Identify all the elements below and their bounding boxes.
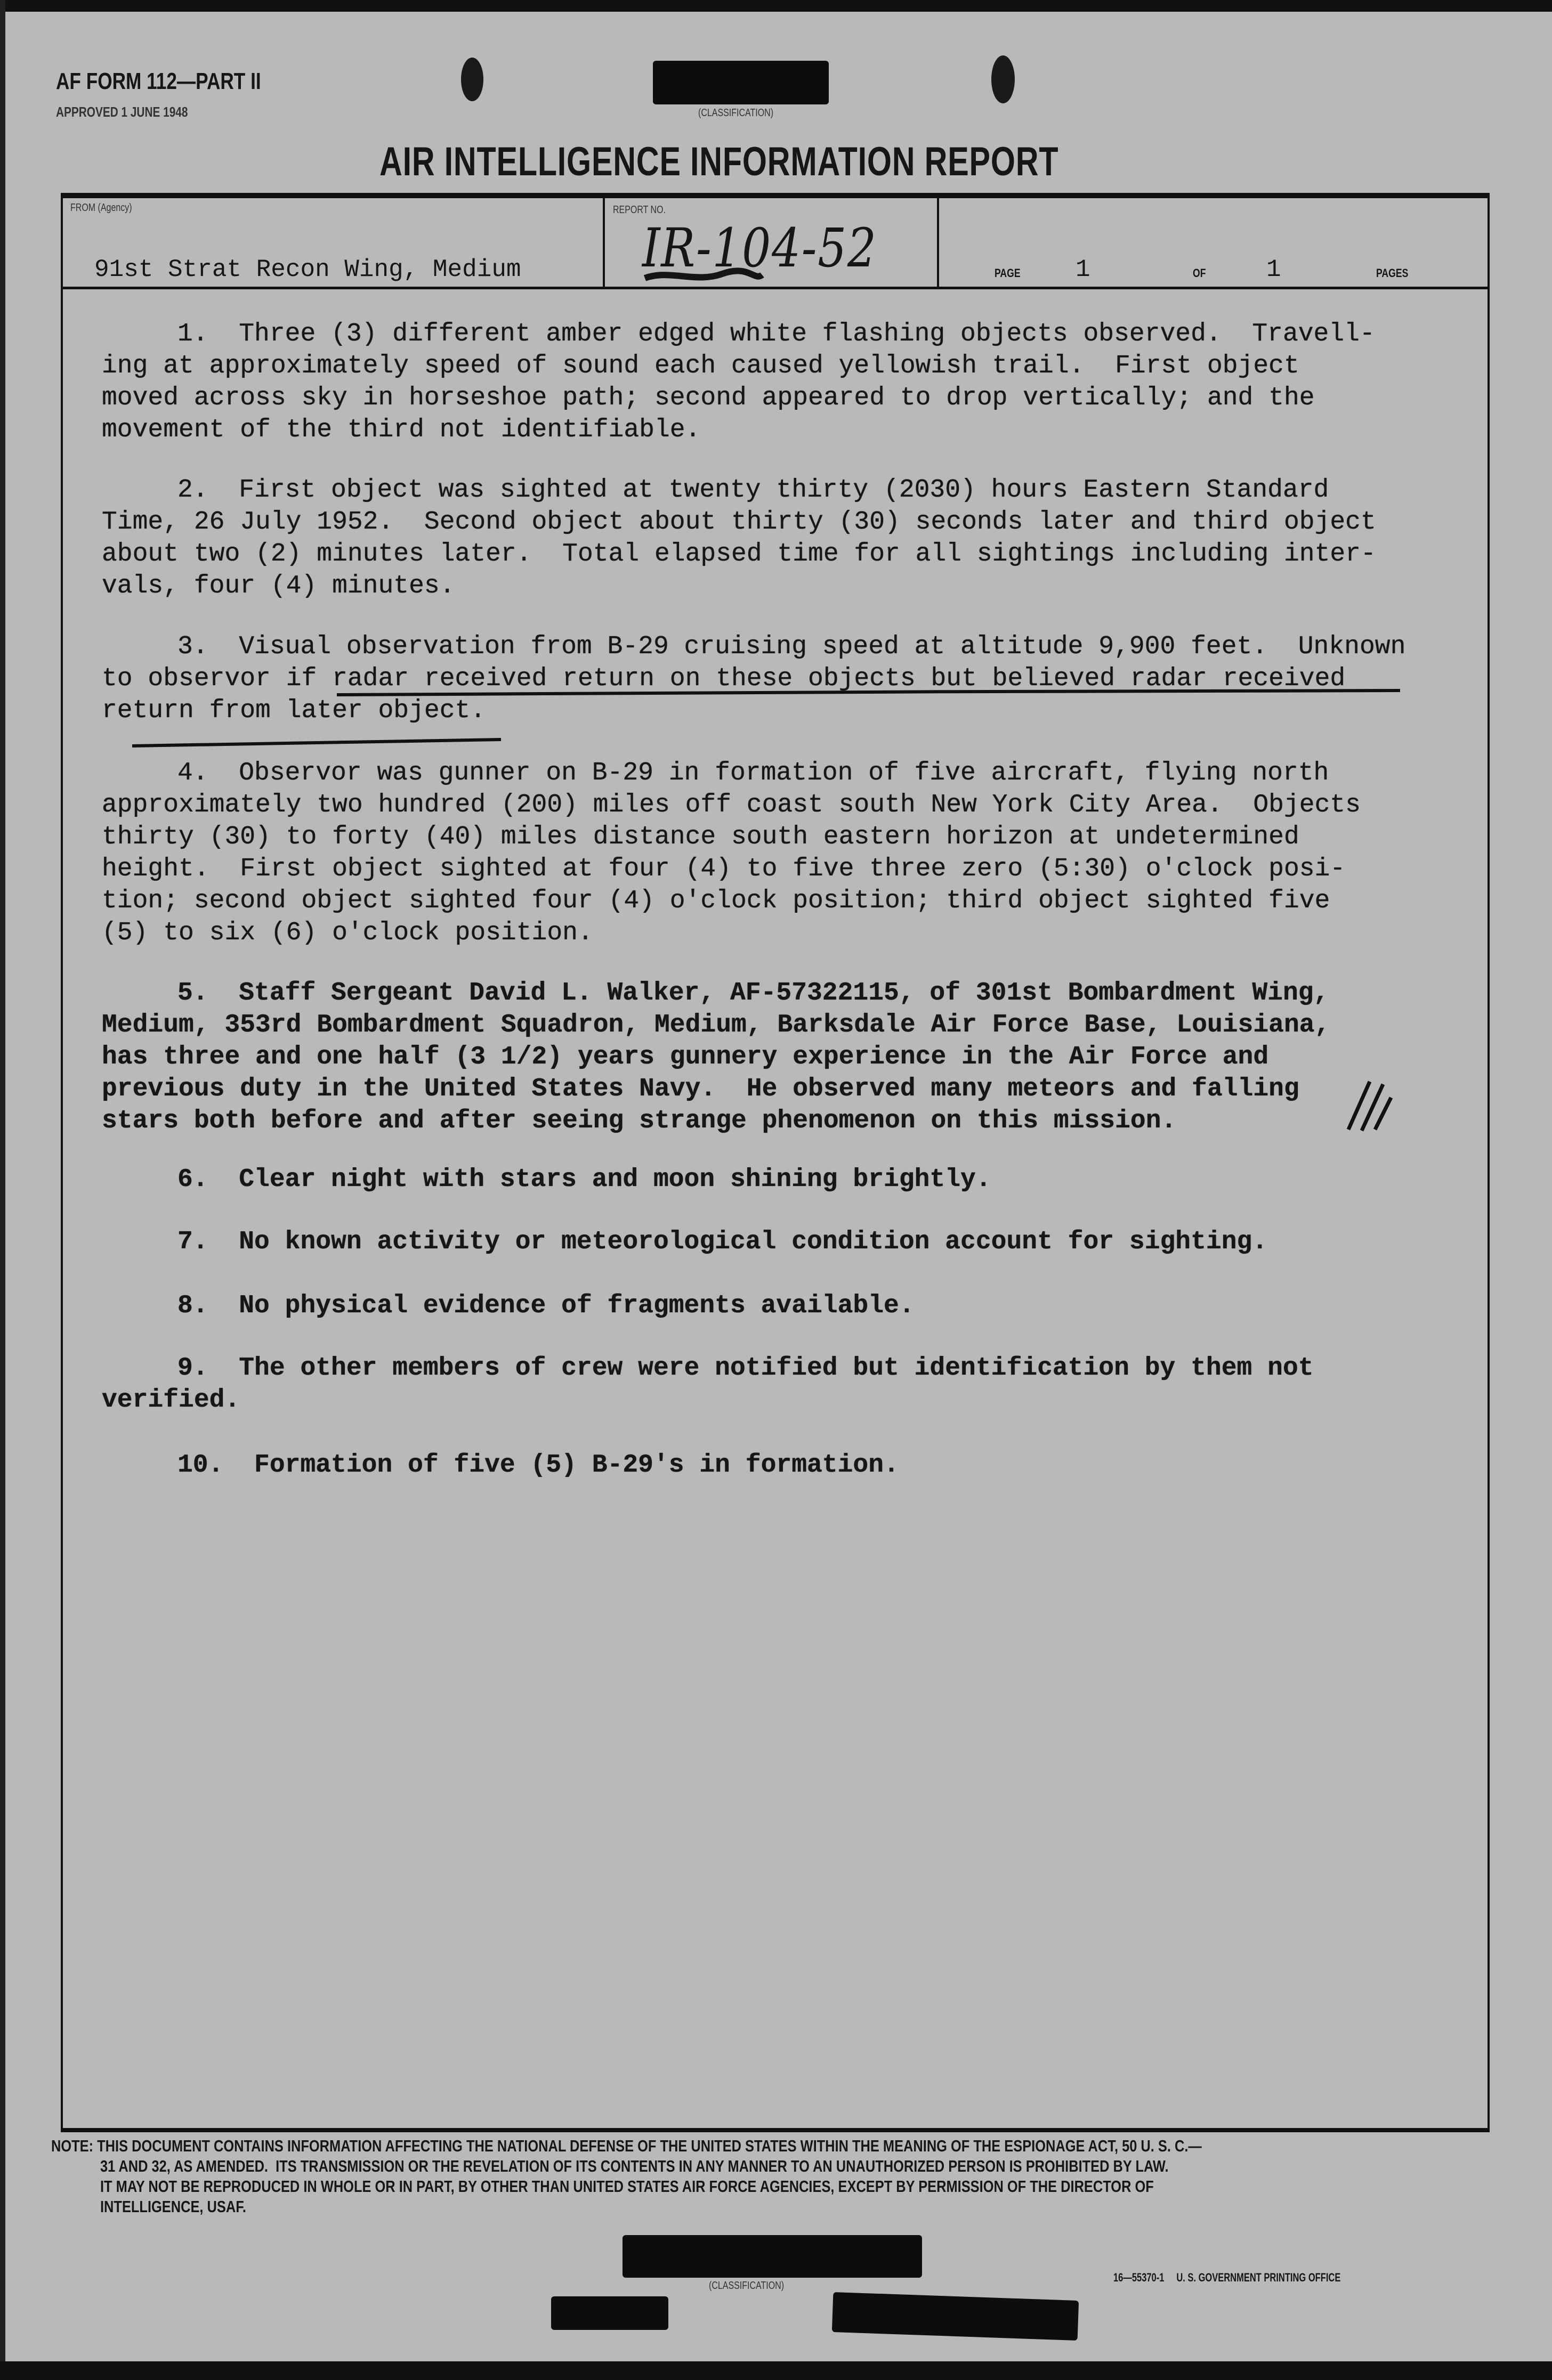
scan-border-bottom <box>0 2361 1552 2380</box>
struck-out-number <box>642 266 765 286</box>
paragraph-line: 1. Three (3) different amber edged white flashing objects observed. Travell- <box>177 320 1375 348</box>
paragraph-line: moved across sky in horseshoe path; second appeared to drop vertically; and the <box>102 384 1315 412</box>
printing-office: 16—55370-1 U. S. GOVERNMENT PRINTING OFFICE <box>1113 2271 1341 2284</box>
report-no-label: REPORT NO. <box>613 204 666 216</box>
scan-border-top <box>0 0 1552 12</box>
note-line: 31 AND 32, AS AMENDED. ITS TRANSMISSION OR THE REVELATION OF ITS CONTENTS IN ANY MANNER TO AN UNAUTHORIZED PERSON IS PROHIBITED BY LAW. <box>100 2157 1169 2175</box>
page-number: 1 <box>1076 256 1090 283</box>
paragraph-line: verified. <box>102 1386 240 1415</box>
paragraph-line: Time, 26 July 1952. Second object about thirty (30) seconds later and third object <box>102 508 1376 537</box>
classification-label-bottom: (CLASSIFICATION) <box>709 2280 785 2292</box>
punch-hole <box>461 58 483 101</box>
paragraph-line: thirty (30) to forty (40) miles distance south eastern horizon at undetermined <box>102 823 1299 851</box>
approval-date: APPROVED 1 JUNE 1948 <box>56 104 188 120</box>
classification-label-top: (CLASSIFICATION) <box>698 107 774 119</box>
column-divider <box>603 197 605 288</box>
paragraph-line: previous duty in the United States Navy. He observed many meteors and falling <box>102 1075 1299 1103</box>
paragraph-line: return from later object. <box>102 696 486 725</box>
report-no-handwritten: IR-104-52 <box>642 217 877 279</box>
page-label: PAGE <box>995 266 1021 280</box>
of-label: OF <box>1193 266 1206 280</box>
redaction-top <box>653 61 829 104</box>
paragraph-line: 7. No known activity or meteorological condition account for sighting. <box>177 1228 1268 1256</box>
paragraph-line: 5. Staff Sergeant David L. Walker, AF-57322115, of 301st Bombardment Wing, <box>177 979 1329 1008</box>
paragraph-line: Medium, 353rd Bombardment Squadron, Medium, Barksdale Air Force Base, Louisiana, <box>102 1011 1330 1039</box>
paragraph-line: 9. The other members of crew were notified but identification by them not <box>177 1354 1314 1383</box>
paragraph-line: ing at approximately speed of sound each caused yellowish trail. First object <box>102 352 1299 380</box>
pages-label: PAGES <box>1376 266 1409 280</box>
paragraph-line: tion; second object sighted four (4) o'clock position; third object sighted five <box>102 887 1330 915</box>
redaction-bottom <box>623 2235 922 2278</box>
note-line: IT MAY NOT BE REPRODUCED IN WHOLE OR IN PART, BY OTHER THAN UNITED STATES AIR FORCE AGENCIES, EXCEPT BY PERMISSION OF THE DIRECTOR OF <box>100 2177 1154 2196</box>
paragraph-line: about two (2) minutes later. Total elapsed time for all sightings including inter- <box>102 540 1376 568</box>
form-number: AF FORM 112—PART II <box>56 68 261 94</box>
paragraph-line: approximately two hundred (200) miles off coast south New York City Area. Objects <box>102 791 1361 819</box>
paragraph-line: has three and one half (3 1/2) years gunnery experience in the Air Force and <box>102 1043 1269 1071</box>
header-divider <box>61 287 1488 289</box>
note-line: NOTE: THIS DOCUMENT CONTAINS INFORMATION AFFECTING THE NATIONAL DEFENSE OF THE UNITED STATES WITHIN THE MEANING OF THE ESPIONAGE ACT, 50 U. S. C.— <box>51 2137 1202 2155</box>
paragraph-line: stars both before and after seeing strange phenomenon on this mission. <box>102 1107 1177 1135</box>
paragraph-line: 10. Formation of five (5) B-29's in formation. <box>177 1451 899 1480</box>
page-title: AIR INTELLIGENCE INFORMATION REPORT <box>379 139 1059 184</box>
scan-border-left <box>0 0 5 2380</box>
punch-hole <box>991 55 1015 103</box>
paragraph-line: 6. Clear night with stars and moon shining brightly. <box>177 1165 991 1194</box>
redaction-bottom <box>551 2296 668 2330</box>
paragraph-line: 2. First object was sighted at twenty thirty (2030) hours Eastern Standard <box>177 476 1329 505</box>
page-total: 1 <box>1266 256 1281 283</box>
note-line: INTELLIGENCE, USAF. <box>100 2197 246 2216</box>
paragraph-line: 3. Visual observation from B-29 cruising speed at altitude 9,900 feet. Unknown <box>177 632 1406 661</box>
paragraph-line: vals, four (4) minutes. <box>102 572 455 600</box>
paragraph-line: 8. No physical evidence of fragments available. <box>177 1291 915 1320</box>
column-divider <box>937 197 939 288</box>
from-value: 91st Strat Recon Wing, Medium <box>94 256 521 283</box>
paragraph-line: movement of the third not identifiable. <box>102 416 701 444</box>
paragraph-line: 4. Observor was gunner on B-29 in formation of five aircraft, flying north <box>177 759 1329 787</box>
paragraph-line: to observor if radar received return on these objects but believed radar received <box>102 664 1346 693</box>
redaction-bottom <box>832 2292 1079 2341</box>
paragraph-line: (5) to six (6) o'clock position. <box>102 919 593 947</box>
paragraph-line: height. First object sighted at four (4) to five three zero (5:30) o'clock posi- <box>102 855 1346 883</box>
from-label: FROM (Agency) <box>70 202 132 214</box>
